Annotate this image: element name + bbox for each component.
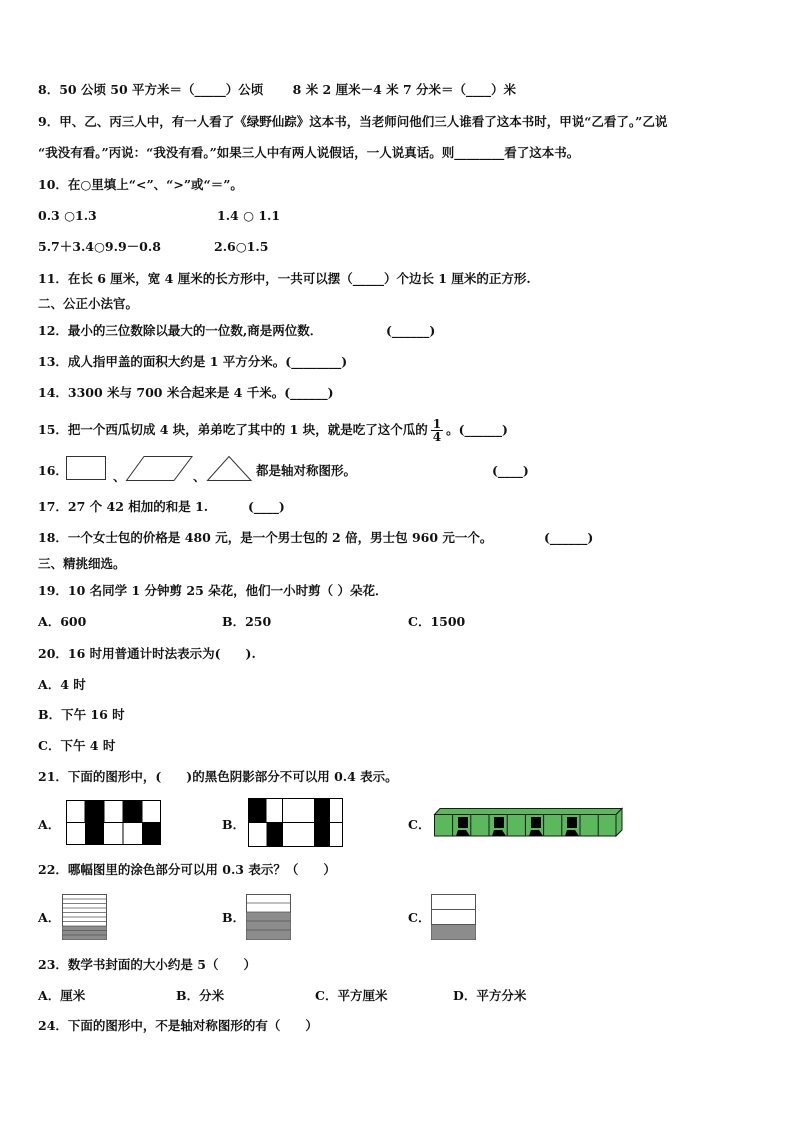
q22-figure-c xyxy=(431,894,477,942)
q20-option-c: C．下午 4 时 xyxy=(38,738,116,753)
q24-text: 24．下面的图形中，不是轴对称图形的有（ ） xyxy=(38,1018,318,1033)
q16-triangle-shape xyxy=(207,456,253,482)
q19-option-b: B．250 xyxy=(222,614,272,629)
q21-figure-a xyxy=(66,800,162,846)
q20-text: 20．16 时用普通计时法表示为( ). xyxy=(38,646,256,661)
q16-paren: (____) xyxy=(492,463,529,478)
q15-denominator: 4 xyxy=(432,430,442,444)
q22-figure-b xyxy=(246,894,292,942)
q12-paren: (______) xyxy=(386,323,436,338)
q18-text: 18．一个女士包的价格是 480 元，是一个男士包的 2 倍，男士包 960 元一个。 xyxy=(38,530,493,545)
q23-option-a: A．厘米 xyxy=(38,988,86,1003)
q22-figure-a xyxy=(62,894,108,942)
q10-b: 1.4 ○ 1.1 xyxy=(217,208,281,223)
q22-option-c: C． xyxy=(408,910,431,925)
q21-figure-c xyxy=(434,808,624,838)
q19-text: 19．10 名同学 1 分钟剪 25 朵花，他们一小时剪（ ）朵花． xyxy=(38,583,388,598)
q10-c: 5.7＋3.4○9.9－0.8 xyxy=(38,239,161,254)
q20-option-a: A．4 时 xyxy=(38,677,86,692)
q17-text: 17．27 个 42 相加的和是 1. xyxy=(38,499,209,514)
q21-figure-b xyxy=(248,798,344,848)
q9-line1: 9．甲、乙、丙三人中，有一人看了《绿野仙踪》这本书，当老师问他们三人谁看了这本书时，甲说“乙看了。”乙说 xyxy=(38,114,668,129)
section-3-heading: 三、精挑细选。 xyxy=(38,556,126,571)
q16-sep2: 、 xyxy=(193,469,206,484)
q15-numerator: 1 xyxy=(432,417,442,431)
q15-fraction xyxy=(431,418,443,443)
q23-option-c: C．平方厘米 xyxy=(315,988,388,1003)
q21-option-a: A． xyxy=(38,817,61,832)
q10-d: 2.6○1.5 xyxy=(214,239,269,254)
q13-text: 13．成人指甲盖的面积大约是 1 平方分米。(________) xyxy=(38,354,348,369)
q11-text: 11．在长 6 厘米，宽 4 厘米的长方形中，一共可以摆（_____）个边长 1 厘米的正方形. xyxy=(38,271,531,286)
section-2-heading: 二、公正小法官。 xyxy=(38,296,139,311)
q17-paren: (____) xyxy=(248,499,285,514)
q20-option-b: B．下午 16 时 xyxy=(38,707,125,722)
q15-text: 15．把一个西瓜切成 4 块，弟弟吃了其中的 1 块，就是吃了这个瓜的 xyxy=(38,422,428,437)
q23-text: 23．数学书封面的大小约是 5（ ） xyxy=(38,957,256,972)
q14-text: 14．3300 米与 700 米合起来是 4 千米。(______) xyxy=(38,385,334,400)
q22-text: 22．哪幅图里的涂色部分可以用 0.3 表示？（ ） xyxy=(38,862,336,877)
q16-rectangle-shape xyxy=(66,456,108,482)
q12-text: 12．最小的三位数除以最大的一位数,商是两位数． xyxy=(38,323,323,338)
q18-paren: (______) xyxy=(544,530,594,545)
q16-label: 16． xyxy=(38,463,68,478)
q8-text: 8．50 公顷 50 平方米＝（_____）公顷 8 米 2 厘米－4 米 7 分米＝（____）米 xyxy=(38,82,517,97)
q23-option-b: B．分米 xyxy=(176,988,225,1003)
q10-text: 10．在○里填上“<”、“>”或“＝”。 xyxy=(38,177,243,192)
q22-option-b: B． xyxy=(222,910,246,925)
q10-a: 0.3 ○1.3 xyxy=(38,208,97,223)
q16-sep1: 、 xyxy=(113,469,126,484)
q15-tail: 。(______) xyxy=(446,422,508,437)
q16-parallelogram-shape xyxy=(126,456,194,482)
q19-option-a: A．600 xyxy=(38,614,87,629)
q15-line xyxy=(38,414,508,446)
q23-option-d: D．平方分米 xyxy=(453,988,527,1003)
q22-option-a: A． xyxy=(38,910,61,925)
q16-text: 都是轴对称图形。 xyxy=(256,463,357,478)
q9-line2: “我没有看。”丙说：“我没有看。”如果三人中有两人说假话，一人说真话。则________看了这本书。 xyxy=(38,145,580,160)
q19-option-c: C．1500 xyxy=(408,614,466,629)
q21-option-b: B． xyxy=(222,817,246,832)
q21-text: 21．下面的图形中，( )的黑色阴影部分不可以用 0.4 表示。 xyxy=(38,769,398,784)
q21-option-c: C． xyxy=(408,817,431,832)
